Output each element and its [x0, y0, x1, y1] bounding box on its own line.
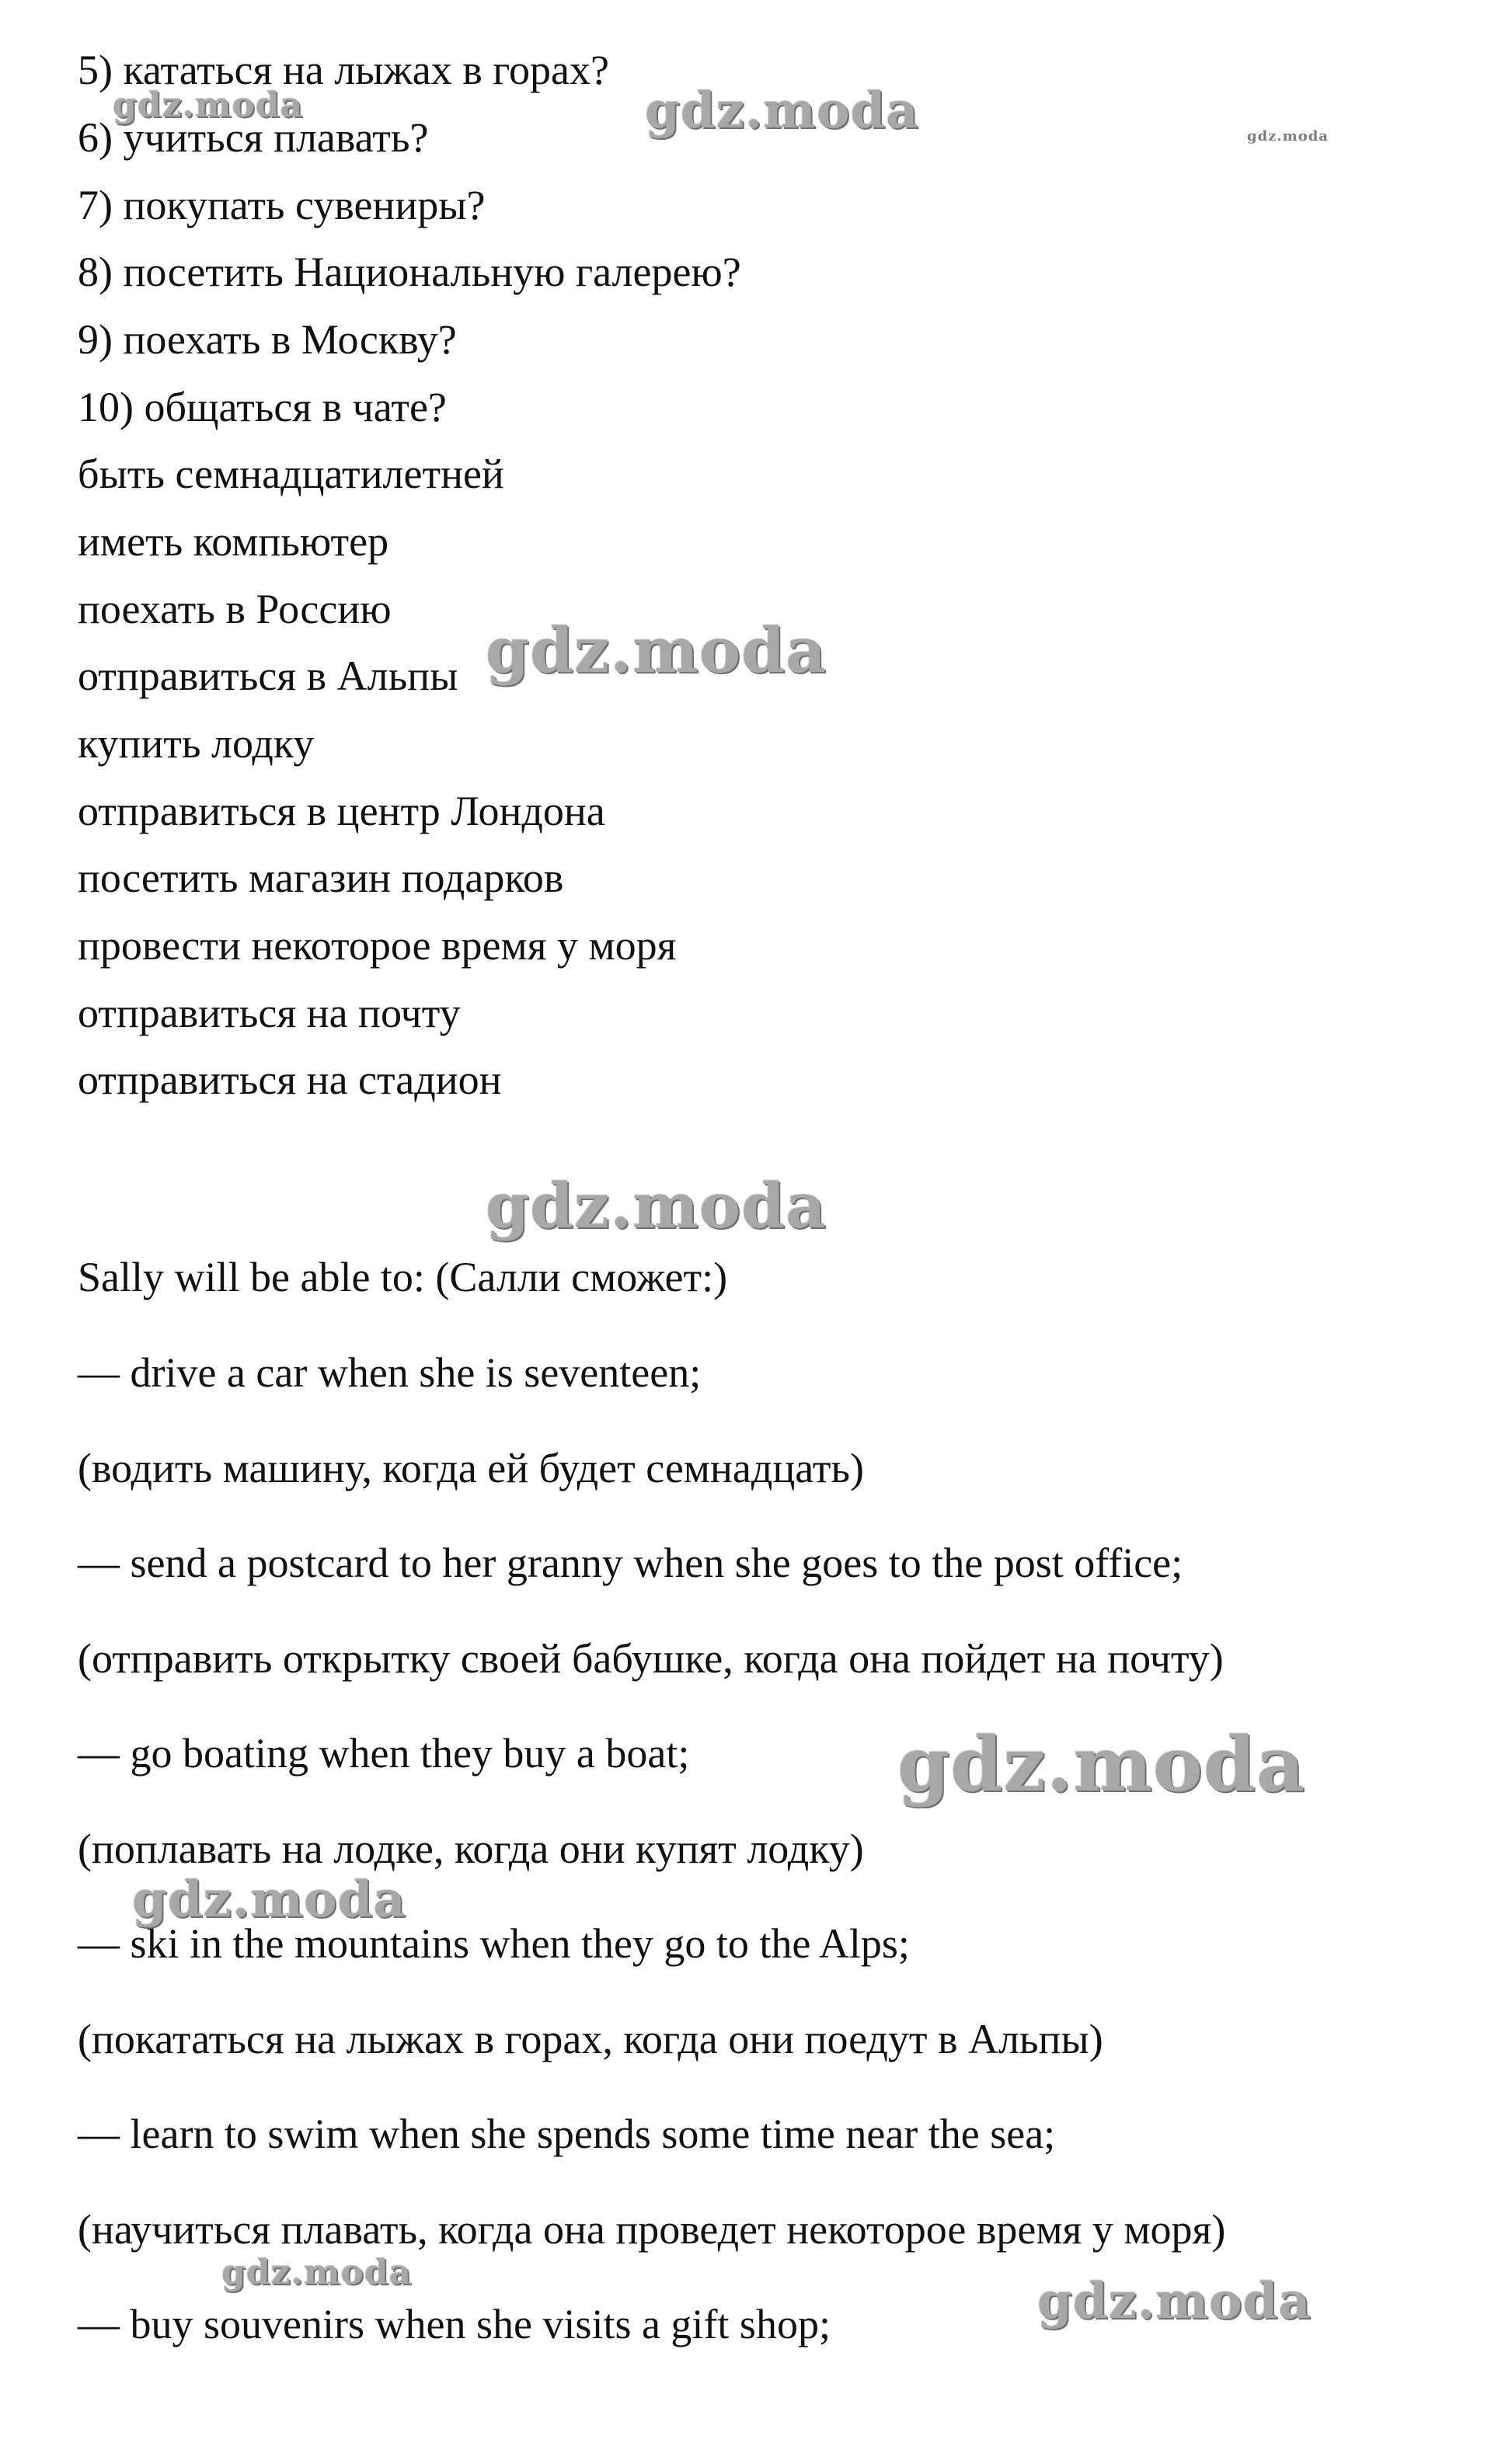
answer-line: — go boating when they buy a boat;: [78, 1730, 690, 1777]
answer-line: — buy souvenirs when she visits a gift shop;: [78, 2301, 831, 2347]
question-line: 5) кататься на лыжах в горах?: [78, 47, 609, 93]
watermark: gdz.moda: [1037, 2272, 1312, 2330]
answer-translation: (покататься на лыжах в горах, когда они поедут в Альпы): [78, 2016, 1103, 2062]
watermark: gdz.moda: [1247, 128, 1329, 144]
question-line: 8) посетить Национальную галерею?: [78, 249, 741, 295]
phrase-line: купить лодку: [78, 720, 315, 767]
watermark: gdz.moda: [132, 1871, 406, 1929]
watermark: gdz.moda: [486, 614, 827, 687]
question-line: 9) поехать в Москву?: [78, 316, 457, 363]
answer-intro: Sally will be able to: (Салли сможет:): [78, 1254, 728, 1300]
question-line: 10) общаться в чате?: [78, 384, 447, 430]
answer-line: — send a postcard to her granny when she goes to the post office;: [78, 1540, 1183, 1586]
phrase-line: отправиться на стадион: [78, 1056, 502, 1103]
question-line: 7) покупать сувениры?: [78, 182, 486, 228]
answer-line: — learn to swim when she spends some time near the sea;: [78, 2111, 1056, 2157]
phrase-line: отправиться на почту: [78, 990, 461, 1036]
phrase-line: иметь компьютер: [78, 518, 389, 565]
question-line: 6) учиться плавать?: [78, 114, 429, 161]
phrase-line: посетить магазин подарков: [78, 854, 564, 901]
answer-translation: (водить машину, когда ей будет семнадцать): [78, 1445, 864, 1491]
watermark: gdz.moda: [897, 1721, 1306, 1808]
watermark: gdz.moda: [113, 85, 304, 125]
answer-translation: (научиться плавать, когда она проведет некоторое время у моря): [78, 2206, 1226, 2253]
phrase-line: поехать в Россию: [78, 586, 392, 632]
answer-translation: (отправить открытку своей бабушке, когда она пойдет на почту): [78, 1635, 1224, 1682]
phrase-line: быть семнадцатилетней: [78, 451, 504, 497]
phrase-line: провести некоторое время у моря: [78, 922, 677, 969]
answer-translation: (поплавать на лодке, когда они купят лодку): [78, 1825, 864, 1872]
watermark: gdz.moda: [221, 2253, 413, 2292]
watermark: gdz.moda: [486, 1169, 827, 1242]
phrase-line: отправиться в центр Лондона: [78, 788, 605, 834]
watermark: gdz.moda: [645, 82, 919, 140]
answer-line: — ski in the mountains when they go to the Alps;: [78, 1920, 910, 1967]
phrase-line: отправиться в Альпы: [78, 653, 458, 699]
answer-line: — drive a car when she is seventeen;: [78, 1349, 702, 1396]
